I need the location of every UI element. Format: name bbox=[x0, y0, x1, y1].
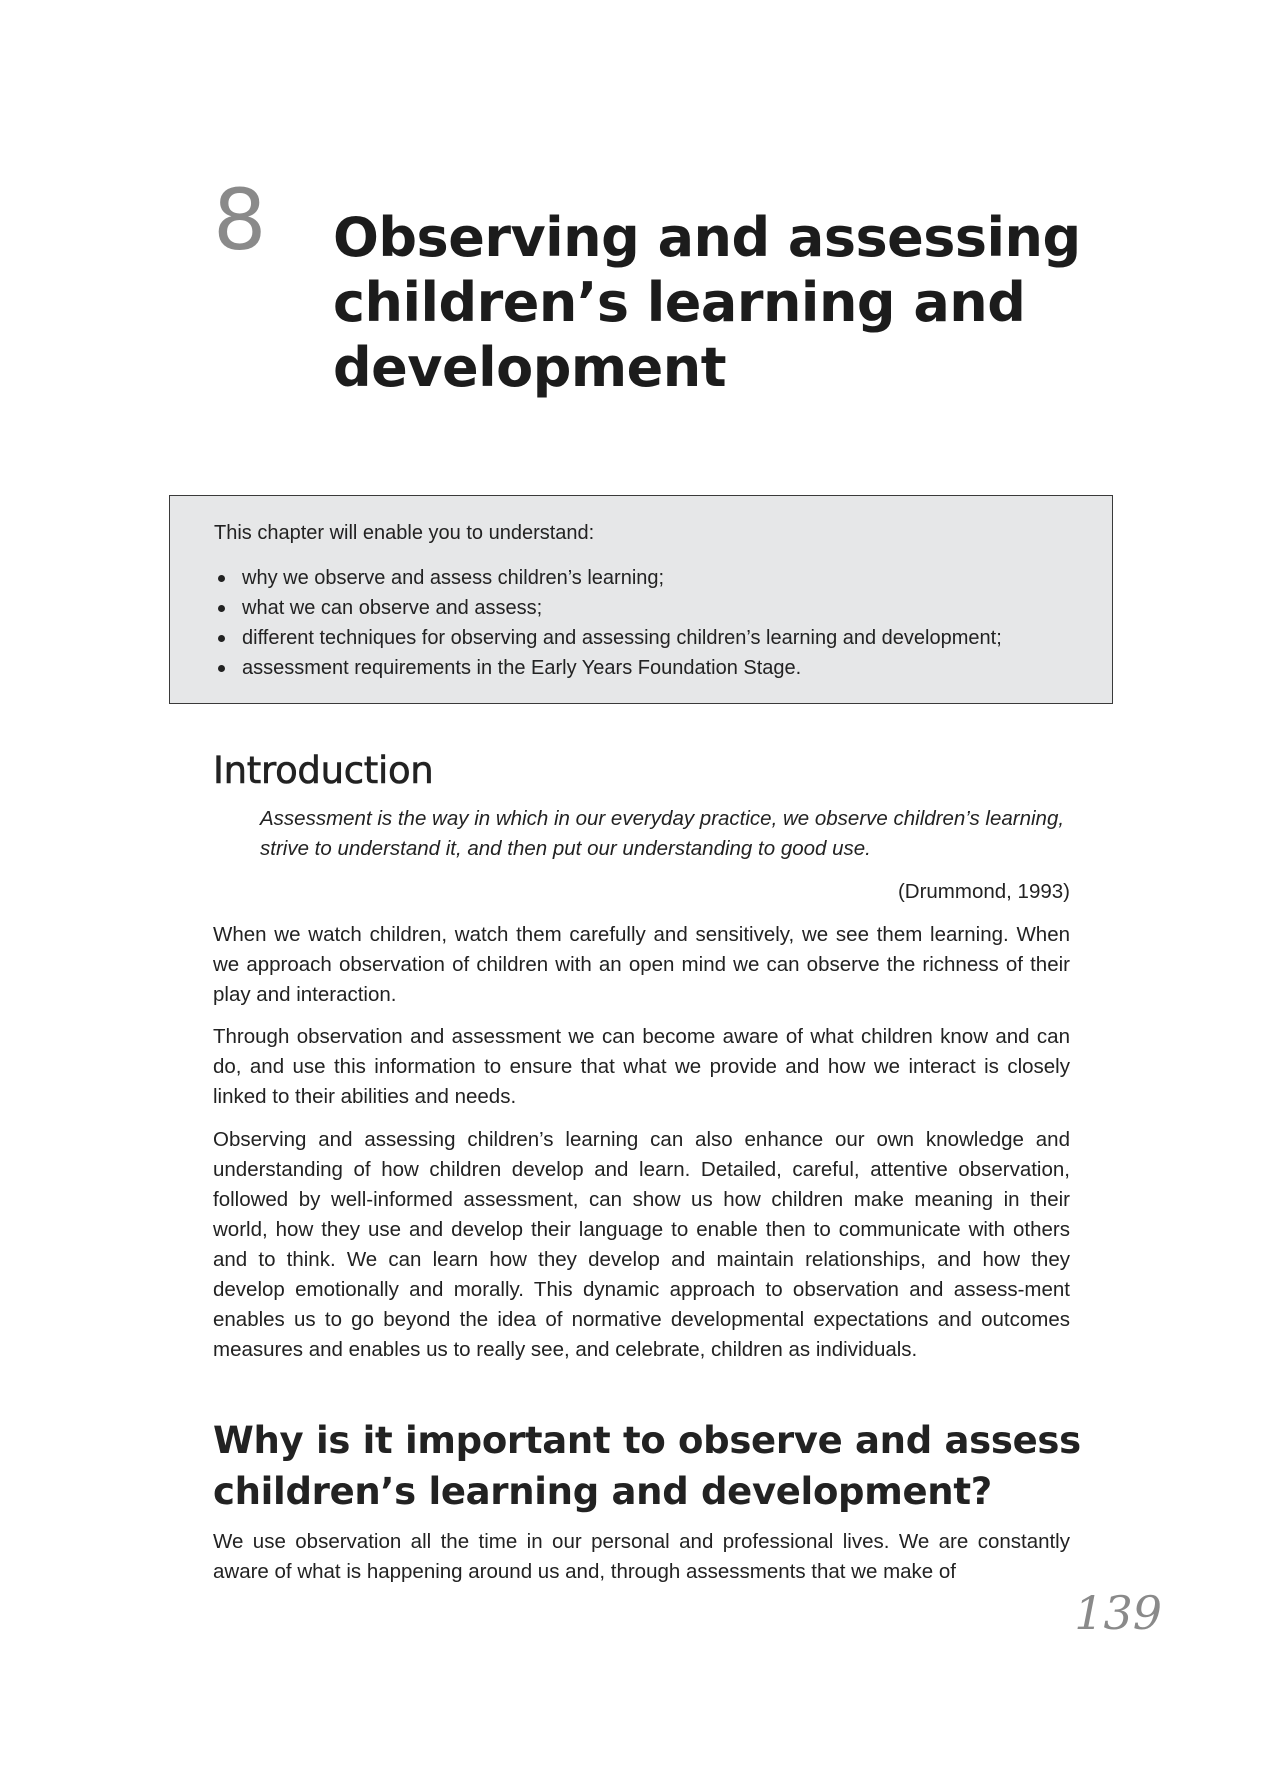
objective-item: what we can observe and assess; bbox=[214, 593, 1072, 623]
body-paragraph: We use observation all the time in our personal and professional lives. We are constantly aware of what is happening around us and, through assessments that we make of bbox=[213, 1530, 1070, 1583]
page-number: 139 bbox=[1074, 1586, 1162, 1640]
body-paragraph: When we watch children, watch them carefully and sensitively, we see them learning. When we approach observation of children with an open mind we can observe the richness of their play and interaction. bbox=[213, 923, 1070, 1006]
objective-item: assessment requirements in the Early Years Foundation Stage. bbox=[214, 653, 1072, 683]
why-heading: Why is it important to observe and assess children’s learning and development? bbox=[213, 1419, 1081, 1513]
objective-item: why we observe and assess children’s learning; bbox=[214, 563, 1072, 593]
chapter-title: Observing and assessing children’s learning and development bbox=[333, 206, 1081, 399]
chapter-number: 8 bbox=[213, 171, 267, 269]
objective-item: different techniques for observing and assessing children’s learning and development; bbox=[214, 623, 1072, 653]
quote-citation: (Drummond, 1993) bbox=[897, 880, 1070, 903]
body-paragraph: Through observation and assessment we can become aware of what children know and can do, and use this information to ensure that what we provide and how we interact is closely linked to their abilities and needs. bbox=[213, 1025, 1070, 1108]
introduction-heading: Introduction bbox=[213, 749, 434, 792]
body-paragraph: Observing and assessing children’s learning can also enhance our own knowledge and understanding of how children develop and learn. Detailed, careful, attentive observation, followed by well-informed assessment, can show us how children make meaning in their world, how they use and develop their language to enable then to communicate with others and to think. We can learn how they develop and maintain relationships, and how they develop emotionally and morally. This dynamic approach to observation and assess-ment enables us to go beyond the idea of normative developmental expectations and outcomes measures and enables us to really see, and celebrate, children as individuals. bbox=[213, 1128, 1070, 1361]
objectives-list bbox=[214, 563, 1072, 683]
objectives-box bbox=[169, 495, 1113, 704]
introduction-quote: Assessment is the way in which in our everyday practice, we observe children’s learning, strive to understand it, and then put our understanding to good use. bbox=[260, 807, 1065, 860]
objectives-intro: This chapter will enable you to understand: bbox=[214, 522, 595, 544]
